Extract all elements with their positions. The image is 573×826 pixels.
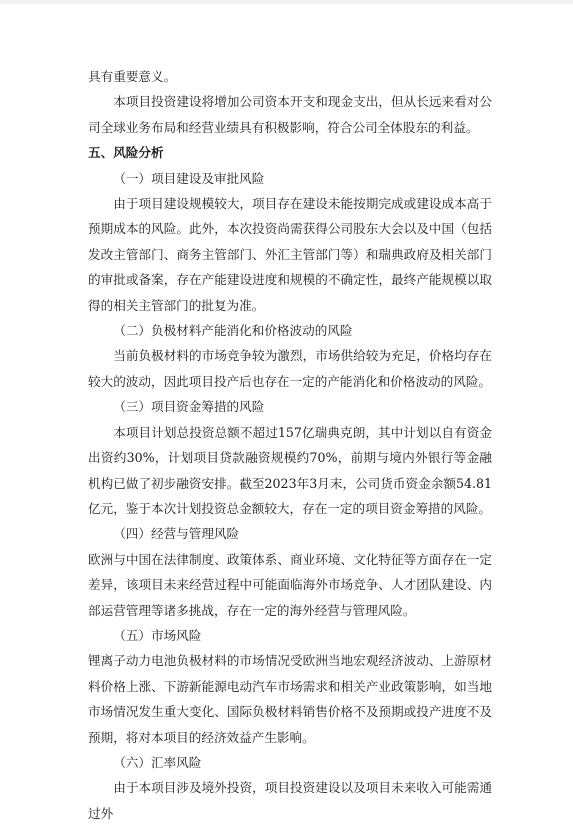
paragraph-continuation: 具有重要意义。 — [88, 69, 177, 84]
paragraph-financing-risk: 本项目计划总投资总额不超过157亿瑞典克朗，其中计划以自有资金出资约30%，计划项目贷款融资规模约70%，前期与境内外银行等金融机构已做了初步融资安排。截至2023年3月末，公司货币资金余额54.81亿元，鉴于本次计划投资总金额较大，存在一定的项目资金筹措的风险。 — [88, 424, 492, 516]
subheading-capacity-price-risk: （二）负极材料产能消化和价格波动的风险 — [113, 323, 353, 339]
subheading-operation-management-risk: （四）经营与管理风险 — [113, 526, 240, 542]
paragraph-exchange-rate-risk: 由于本项目涉及境外投资，项目投资建设以及项目未来收入可能需通过外 — [88, 780, 492, 821]
paragraph-construction-approval-risk: 由于项目建设规模较大，项目存在建设未能按期完成或建设成本高于预期成本的风险。此外，本次投资尚需获得公司股东大会以及中国（包括发改主管部门、商务主管部门、外汇主管部门等）和瑞典政府及相关部门的审批或备案，存在产能建设进度和规模的不确定性，最终产能规模以取得的相关主管部门的批复为准。 — [88, 196, 492, 313]
subheading-exchange-rate-risk: （六）汇率风险 — [113, 754, 202, 770]
paragraph-investment-impact: 本项目投资建设将增加公司资本开支和现金支出，但从长远来看对公司全球业务布局和经营业绩具有积极影响，符合公司全体股东的利益。 — [88, 94, 492, 135]
subheading-market-risk: （五）市场风险 — [113, 627, 202, 643]
subheading-construction-approval-risk: （一）项目建设及审批风险 — [113, 170, 265, 186]
paragraph-operation-management-risk: 欧洲与中国在法律制度、政策体系、商业环境、文化特征等方面存在一定差异，该项目未来经营过程中可能面临海外市场竞争、人才团队建设、内部运营管理等诸多挑战，存在一定的海外经营与管理风险。 — [88, 551, 492, 618]
section-heading-risk-analysis: 五、风险分析 — [88, 145, 164, 161]
subheading-financing-risk: （三）项目资金筹措的风险 — [113, 399, 265, 415]
paragraph-market-risk: 锂离子动力电池负极材料的市场情况受欧洲当地宏观经济波动、上游原材料价格上涨、下游新能源电动汽车市场需求和相关产业政策影响，如当地市场情况发生重大变化、国际负极材料销售价格不及预期或投产进度不及预期，将对本项目的经济效益产生影响。 — [88, 653, 492, 745]
paragraph-capacity-price-risk: 当前负极材料的市场竞争较为激烈，市场供给较为充足，价格均存在较大的波动，因此项目投产后也存在一定的产能消化和价格波动的风险。 — [88, 348, 492, 389]
document-body — [88, 64, 492, 826]
